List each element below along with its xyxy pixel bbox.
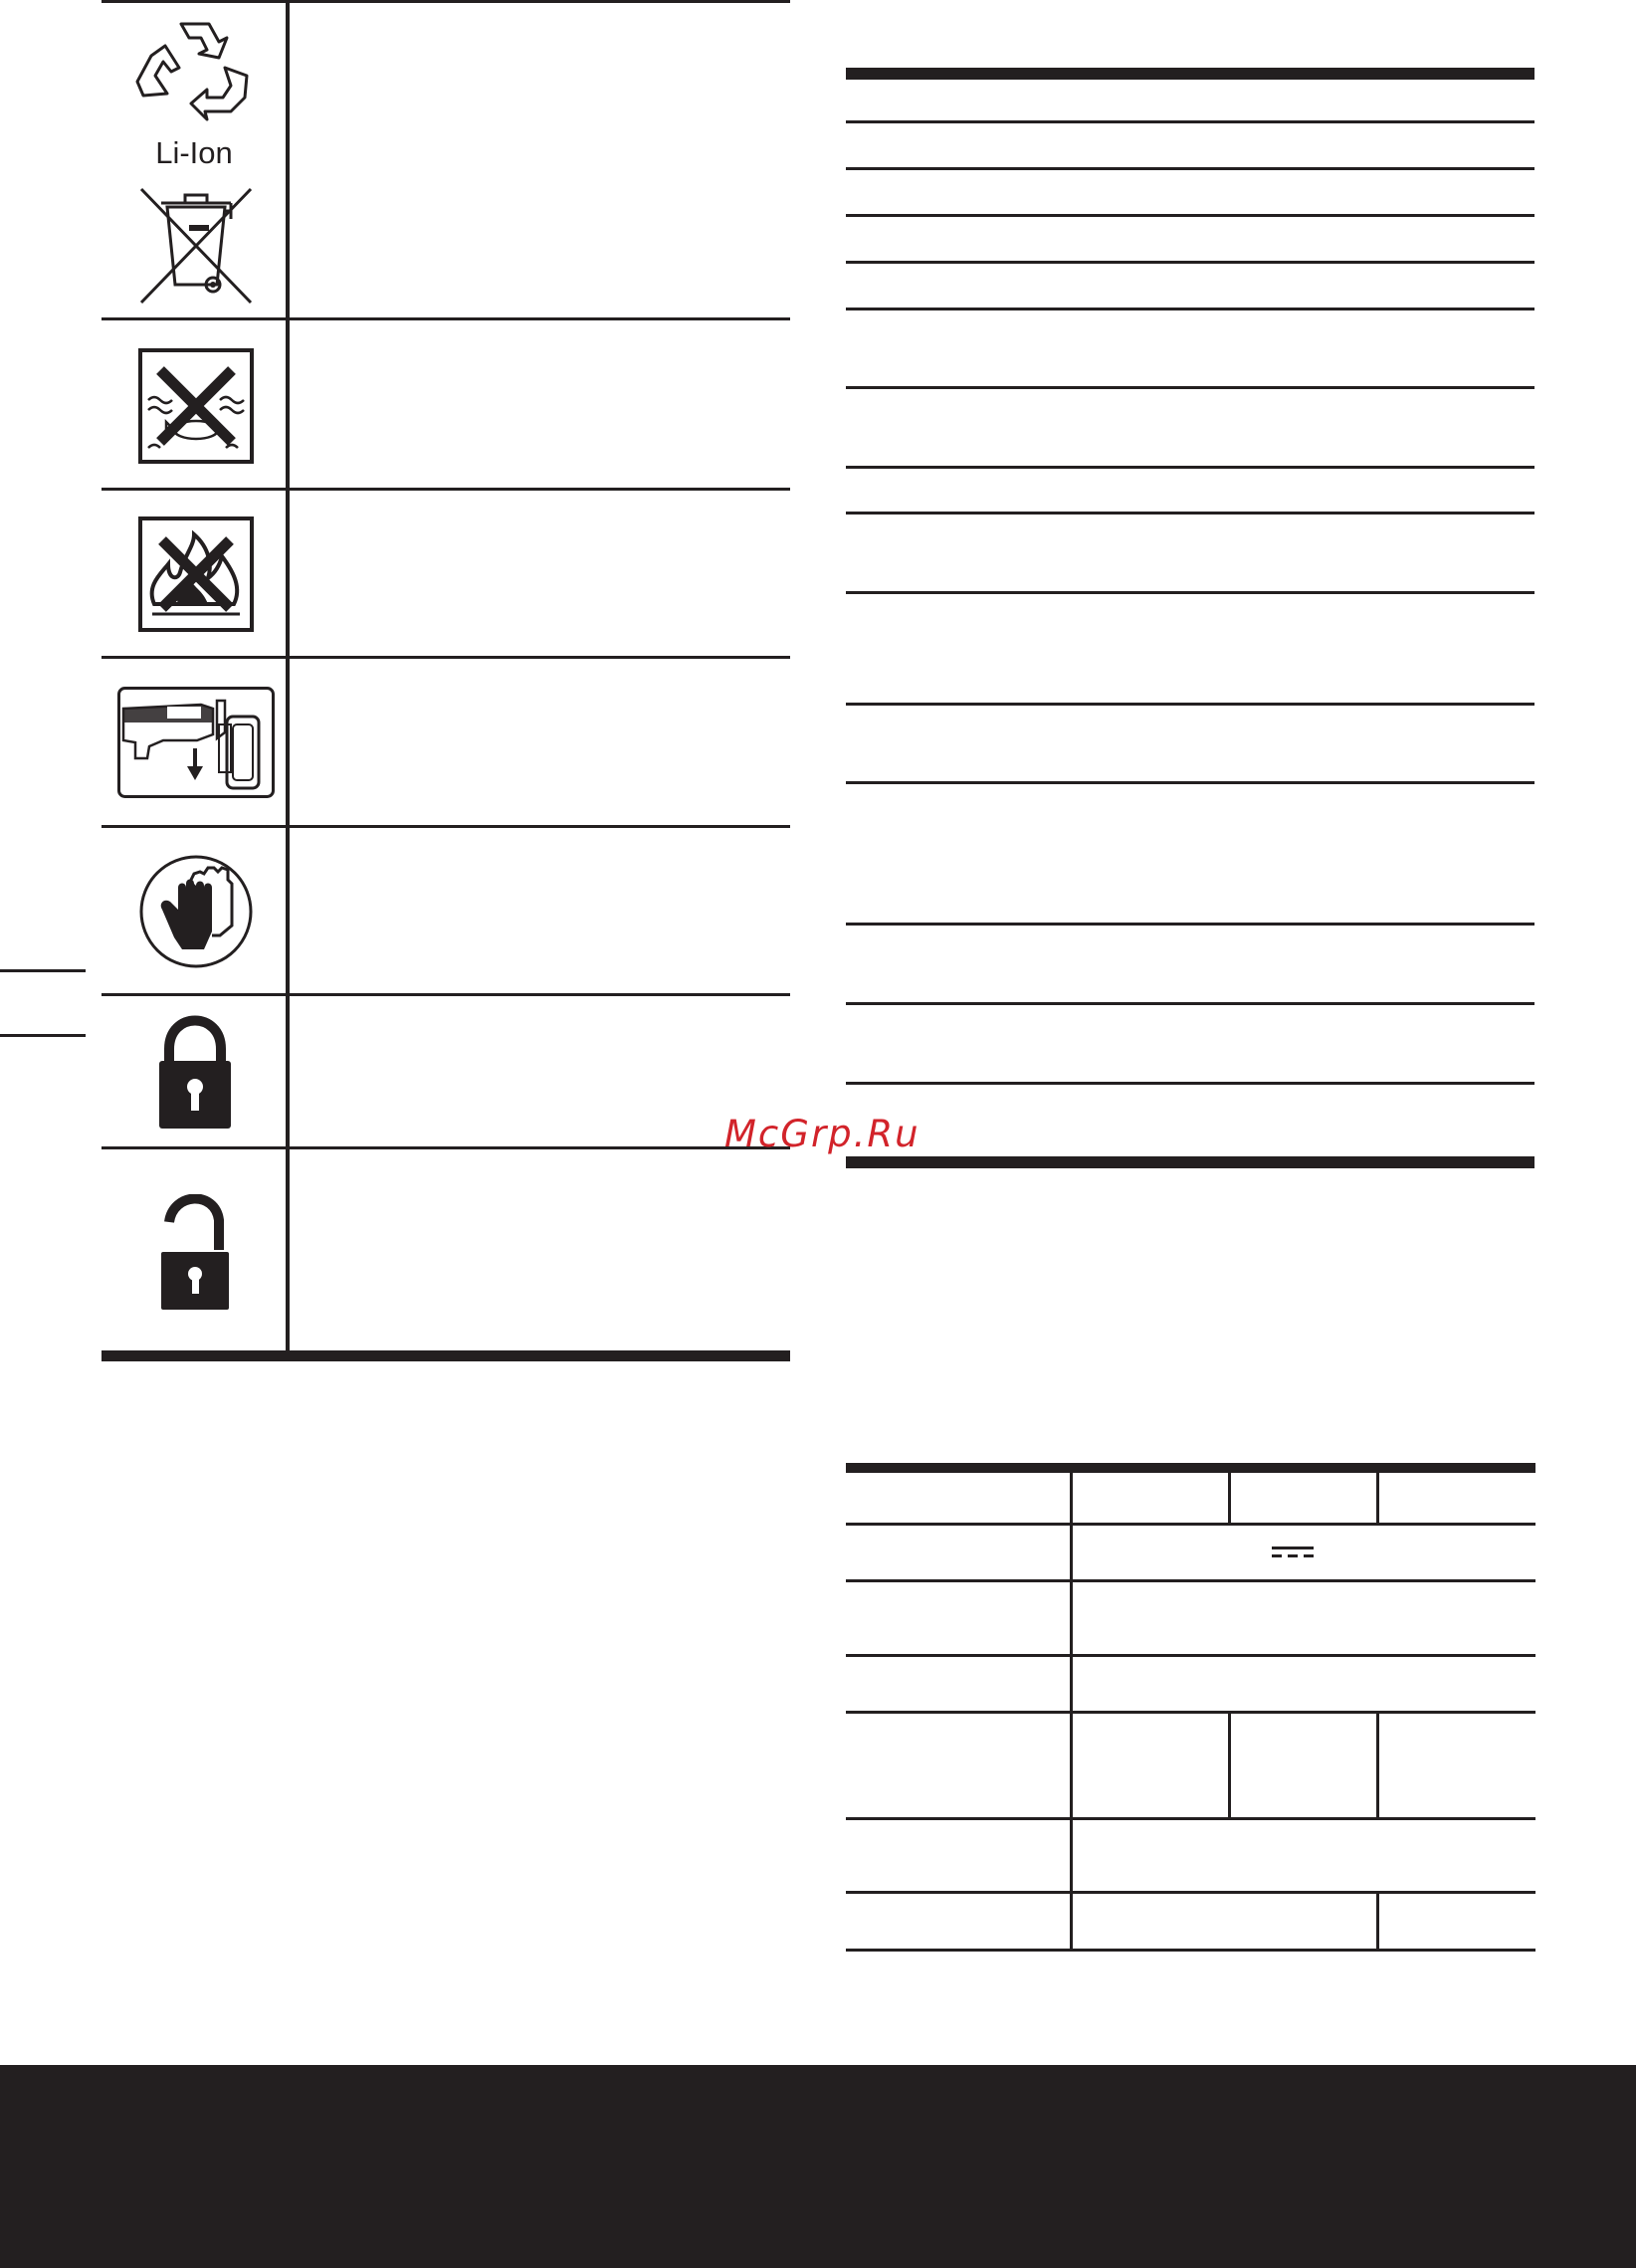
insert-battery-pack-icon bbox=[117, 687, 275, 798]
spec-row-rule bbox=[846, 1579, 1535, 1582]
spec-column-divider bbox=[1070, 1473, 1073, 1949]
recycle-li-ion-icon bbox=[135, 16, 255, 127]
spec-row-rule bbox=[846, 1523, 1535, 1526]
spec-row-rule bbox=[846, 1817, 1535, 1820]
wear-gloves-icon bbox=[138, 854, 254, 969]
spec-row-rule bbox=[846, 1654, 1535, 1657]
spec-column-divider bbox=[1376, 1473, 1379, 1523]
margin-mark bbox=[0, 1034, 86, 1037]
row-divider bbox=[102, 317, 790, 320]
list-row-rule bbox=[846, 923, 1534, 926]
table-top-rule bbox=[102, 0, 790, 3]
list-row-rule bbox=[846, 781, 1534, 784]
list-row-rule bbox=[846, 120, 1534, 123]
spec-bottom-rule bbox=[846, 1949, 1535, 1952]
spec-column-divider bbox=[1376, 1714, 1379, 1817]
unlocked-padlock-icon bbox=[155, 1194, 235, 1314]
spec-column-divider bbox=[1228, 1714, 1231, 1817]
row-divider bbox=[102, 993, 790, 996]
list-row-rule bbox=[846, 466, 1534, 469]
list-row-rule bbox=[846, 703, 1534, 706]
footer-band bbox=[0, 2065, 1636, 2268]
spec-column-divider bbox=[1228, 1473, 1231, 1523]
list-top-rule bbox=[846, 68, 1534, 80]
list-row-rule bbox=[846, 261, 1534, 264]
li-ion-label: Li-Ion bbox=[155, 135, 233, 170]
list-row-rule bbox=[846, 1002, 1534, 1005]
list-row-rule bbox=[846, 512, 1534, 515]
crossed-out-wheelie-bin-icon bbox=[137, 185, 255, 307]
do-not-dispose-in-water-icon bbox=[138, 348, 254, 464]
list-row-rule bbox=[846, 167, 1534, 170]
direct-current-icon bbox=[1272, 1546, 1314, 1564]
spec-row-rule bbox=[846, 1711, 1535, 1714]
spec-column-divider bbox=[1376, 1894, 1379, 1949]
row-divider bbox=[102, 825, 790, 828]
locked-padlock-icon bbox=[155, 1015, 235, 1131]
row-divider bbox=[102, 656, 790, 659]
list-row-rule bbox=[846, 214, 1534, 217]
list-row-rule bbox=[846, 386, 1534, 389]
list-row-rule bbox=[846, 1082, 1534, 1085]
row-divider bbox=[102, 488, 790, 491]
row-divider bbox=[102, 1146, 790, 1149]
margin-mark bbox=[0, 969, 86, 972]
list-row-rule bbox=[846, 308, 1534, 310]
table-bottom-rule bbox=[102, 1350, 790, 1361]
list-row-rule bbox=[846, 591, 1534, 594]
table-column-divider bbox=[286, 0, 290, 1353]
spec-row-rule bbox=[846, 1891, 1535, 1894]
list-bottom-rule bbox=[846, 1156, 1534, 1168]
watermark-text: McGrp.Ru bbox=[724, 1113, 920, 1155]
spec-top-rule bbox=[846, 1463, 1535, 1473]
do-not-dispose-in-fire-icon bbox=[138, 516, 254, 632]
